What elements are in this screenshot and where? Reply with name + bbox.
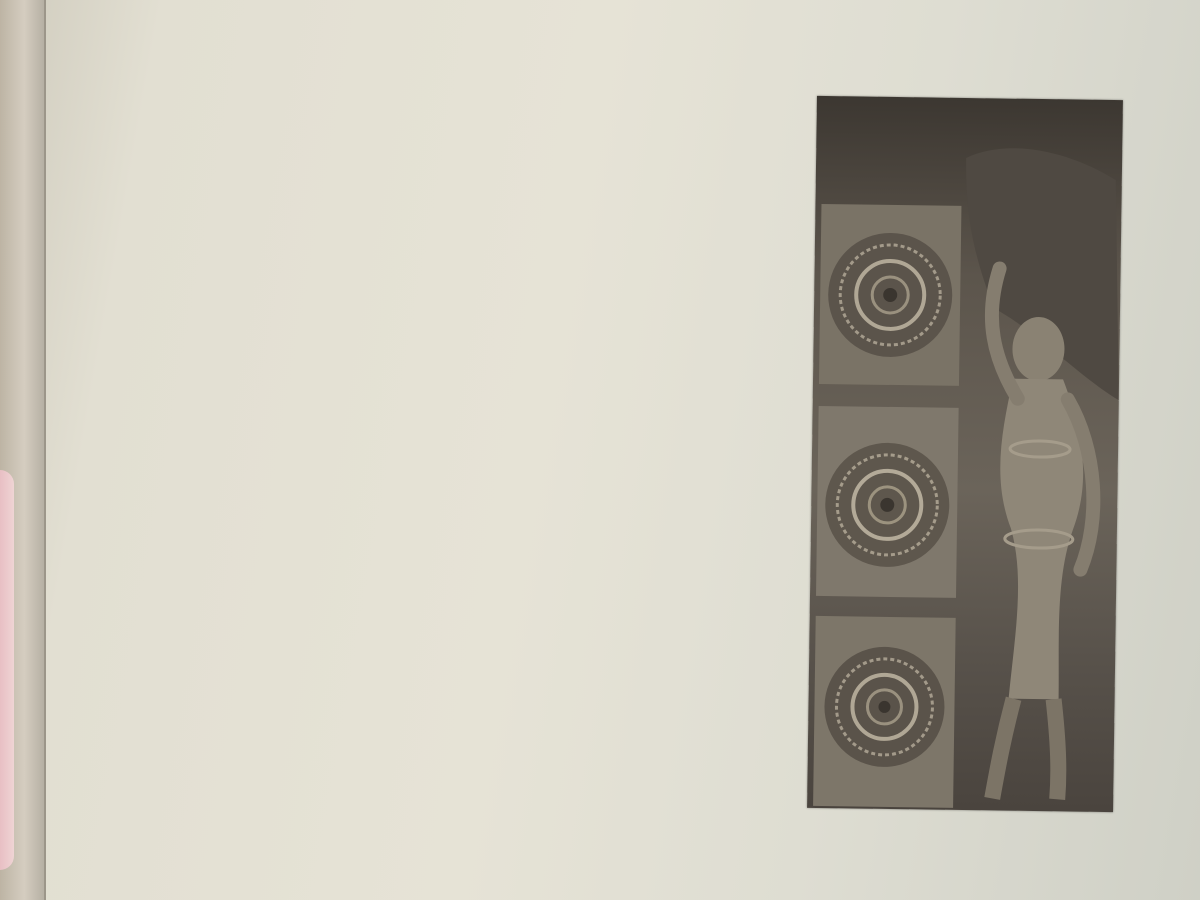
text-column [23, 0, 808, 900]
sculpture-illustration [807, 96, 1123, 812]
adjacent-page-pink-band [0, 470, 14, 870]
yakshini-sculpture-photo [807, 96, 1123, 812]
